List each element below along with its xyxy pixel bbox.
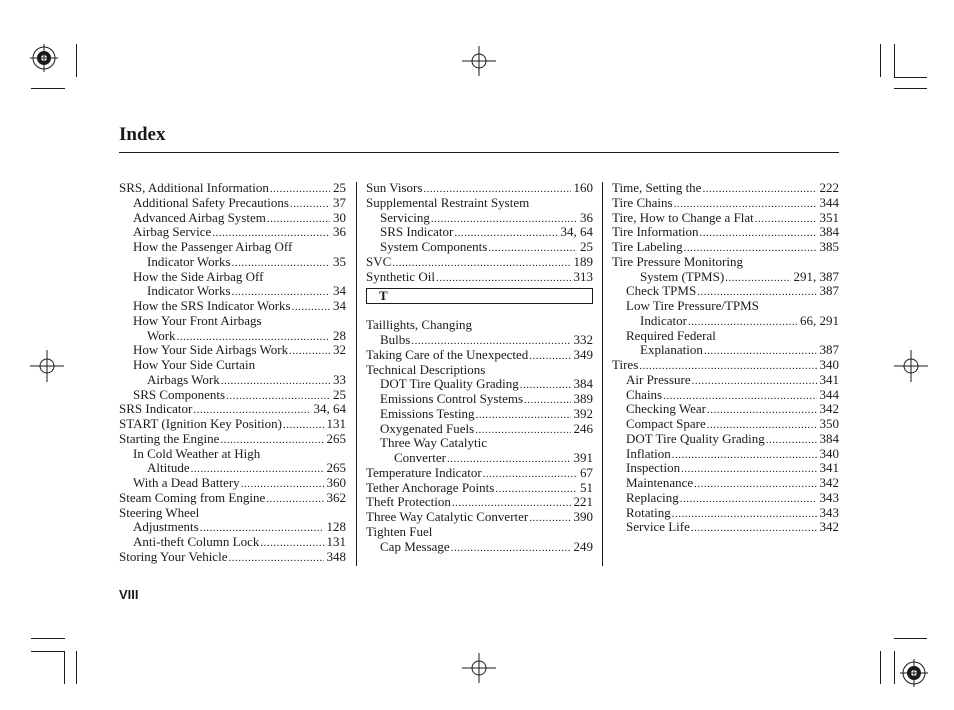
index-entry-page: 28 bbox=[333, 328, 346, 343]
index-entry-term: Additional Safety Precautions bbox=[133, 195, 289, 210]
index-entry bbox=[119, 461, 346, 476]
index-entry-page: 342 bbox=[819, 520, 839, 535]
index-entry-page: 342 bbox=[819, 476, 839, 490]
leader-dots bbox=[292, 300, 330, 314]
index-column-2 bbox=[366, 181, 593, 554]
leader-dots bbox=[725, 271, 790, 285]
leader-dots bbox=[694, 477, 816, 491]
index-entry bbox=[612, 432, 839, 447]
index-entry-page: 390 bbox=[573, 510, 593, 524]
index-entry bbox=[119, 491, 346, 506]
leader-dots bbox=[220, 433, 323, 447]
index-entry-page: 348 bbox=[326, 549, 346, 564]
index-entry bbox=[119, 196, 346, 211]
leader-dots bbox=[270, 182, 330, 196]
leader-dots bbox=[488, 241, 577, 255]
leader-dots bbox=[290, 197, 330, 211]
index-entry bbox=[366, 333, 593, 348]
index-entry bbox=[119, 329, 346, 344]
index-entry-term: SRS, Additional Information bbox=[119, 181, 269, 195]
index-entry bbox=[119, 284, 346, 299]
index-entry bbox=[612, 284, 839, 299]
index-entry bbox=[119, 225, 346, 240]
index-entry bbox=[612, 270, 839, 285]
index-entry-page: 34 bbox=[333, 299, 346, 313]
leader-dots bbox=[697, 285, 816, 299]
index-entry bbox=[612, 299, 839, 314]
index-entry-term: Servicing bbox=[380, 210, 430, 225]
index-entry-term: Oxygenated Fuels bbox=[380, 421, 475, 436]
index-entry-page: 131 bbox=[326, 535, 346, 549]
index-entry-term: Emissions Testing bbox=[380, 406, 475, 421]
index-entry-term: Replacing bbox=[626, 490, 679, 505]
index-entry-term: Rotating bbox=[626, 505, 671, 520]
index-entry-term: Indicator bbox=[640, 313, 687, 328]
index-entry bbox=[119, 535, 346, 550]
index-entry-term: Indicator Works bbox=[147, 254, 231, 269]
leader-dots bbox=[707, 418, 817, 432]
index-entry-term: How Your Front Airbags bbox=[133, 313, 262, 328]
index-entry-term: Tighten Fuel bbox=[366, 524, 433, 539]
index-entry-term: Inflation bbox=[626, 446, 671, 461]
index-entry-page: 265 bbox=[326, 431, 346, 446]
leader-dots bbox=[431, 212, 577, 226]
leader-dots bbox=[260, 536, 323, 550]
index-entry-term: Adjustments bbox=[133, 520, 199, 535]
index-entry-page: 342 bbox=[819, 402, 839, 417]
index-entry-term: Taking Care of the Unexpected bbox=[366, 347, 529, 362]
index-entry bbox=[612, 358, 839, 373]
index-entry-term: System Components bbox=[380, 240, 488, 254]
leader-dots bbox=[452, 496, 571, 510]
index-entry bbox=[612, 373, 839, 388]
leader-dots bbox=[193, 403, 310, 417]
index-entry-term: Three Way Catalytic Converter bbox=[366, 510, 529, 524]
page-title: Index bbox=[119, 124, 166, 145]
index-entry-page: 343 bbox=[819, 490, 839, 505]
leader-dots bbox=[191, 462, 324, 476]
index-entry bbox=[366, 451, 593, 466]
leader-dots bbox=[228, 551, 323, 565]
index-entry-page: 246 bbox=[573, 421, 593, 436]
column-divider bbox=[602, 182, 603, 566]
index-entry-term: Emissions Control Systems bbox=[380, 392, 524, 406]
leader-dots bbox=[663, 389, 816, 403]
leader-dots bbox=[476, 408, 571, 422]
index-entry bbox=[119, 402, 346, 417]
index-entry-term: Maintenance bbox=[626, 476, 694, 490]
leader-dots bbox=[680, 492, 817, 506]
leader-dots bbox=[483, 467, 577, 481]
leader-dots bbox=[684, 241, 817, 255]
leader-dots bbox=[454, 226, 557, 240]
index-entry-page: 160 bbox=[573, 181, 593, 195]
index-entry bbox=[119, 373, 346, 388]
index-entry-term: Bulbs bbox=[380, 333, 411, 347]
index-entry bbox=[119, 447, 346, 462]
index-entry bbox=[119, 388, 346, 403]
index-entry bbox=[119, 299, 346, 314]
index-entry-term: Tire Chains bbox=[612, 195, 673, 210]
section-letter-heading: T bbox=[366, 288, 593, 304]
index-entry-term: Theft Protection bbox=[366, 495, 451, 510]
index-entry bbox=[366, 181, 593, 196]
index-entry-term: Converter bbox=[394, 451, 446, 465]
index-entry-term: Tire, How to Change a Flat bbox=[612, 210, 754, 225]
index-entry bbox=[366, 377, 593, 392]
index-entry-page: 131 bbox=[326, 417, 346, 431]
index-entry-page: 391 bbox=[573, 451, 593, 465]
index-entry bbox=[119, 181, 346, 196]
index-entry bbox=[366, 225, 593, 240]
index-entry-term: Tire Pressure Monitoring bbox=[612, 254, 743, 269]
index-entry-page: 351 bbox=[819, 210, 839, 225]
index-entry bbox=[119, 240, 346, 255]
crosshair-right-icon bbox=[894, 350, 928, 382]
index-entry bbox=[366, 495, 593, 510]
index-column-1 bbox=[119, 181, 346, 565]
leader-dots bbox=[707, 403, 817, 417]
index-entry bbox=[366, 270, 593, 285]
index-entry bbox=[612, 447, 839, 462]
index-entry bbox=[366, 540, 593, 555]
registration-target-bottom-right-icon bbox=[900, 659, 928, 687]
index-entry-page: 384 bbox=[819, 225, 839, 240]
index-entry bbox=[612, 181, 839, 196]
index-entry-term: Sun Visors bbox=[366, 181, 423, 195]
index-entry-term: Steering Wheel bbox=[119, 505, 200, 520]
index-entry-page: 387 bbox=[819, 343, 839, 358]
index-entry-term: How the Side Airbag Off bbox=[133, 269, 264, 284]
index-entry bbox=[612, 255, 839, 270]
leader-dots bbox=[691, 521, 817, 535]
index-entry-page: 30 bbox=[333, 210, 346, 225]
title-rule bbox=[119, 152, 839, 153]
index-entry-term: Airbag Service bbox=[133, 225, 212, 240]
leader-dots bbox=[681, 462, 816, 476]
index-entry bbox=[366, 348, 593, 363]
index-entry bbox=[119, 211, 346, 226]
index-entry-term: Steam Coming from Engine bbox=[119, 490, 266, 505]
index-entry-term: Service Life bbox=[626, 520, 690, 535]
leader-dots bbox=[700, 226, 817, 240]
index-entry bbox=[119, 550, 346, 565]
index-entry-term: Three Way Catalytic bbox=[380, 436, 488, 451]
index-entry-term: Tether Anchorage Points bbox=[366, 480, 495, 495]
index-entry bbox=[119, 270, 346, 285]
index-entry-page: 128 bbox=[326, 520, 346, 535]
index-entry-term: How Your Side Airbags Work bbox=[133, 343, 289, 358]
index-entry bbox=[119, 314, 346, 329]
leader-dots bbox=[755, 212, 817, 226]
index-entry-term: Chains bbox=[626, 387, 663, 402]
leader-dots bbox=[639, 359, 816, 373]
index-entry bbox=[612, 476, 839, 491]
index-entry-page: 313 bbox=[573, 269, 593, 284]
index-entry bbox=[612, 491, 839, 506]
index-entry-term: In Cold Weather at High bbox=[133, 446, 261, 461]
index-entry-term: Supplemental Restraint System bbox=[366, 195, 530, 210]
index-entry bbox=[366, 196, 593, 211]
index-entry-term: START (Ignition Key Position) bbox=[119, 417, 282, 431]
leader-dots bbox=[436, 271, 571, 285]
index-entry bbox=[119, 506, 346, 521]
index-entry-term: SRS Indicator bbox=[380, 225, 454, 240]
index-entry-term: SRS Indicator bbox=[119, 402, 193, 417]
index-entry-term: System (TPMS) bbox=[640, 269, 725, 284]
index-entry-term: DOT Tire Quality Grading bbox=[380, 377, 519, 392]
leader-dots bbox=[529, 349, 570, 363]
index-entry-page: 36 bbox=[580, 210, 593, 225]
index-entry bbox=[119, 255, 346, 270]
index-entry-term: Required Federal bbox=[626, 328, 716, 343]
index-entry-term: Check TPMS bbox=[626, 284, 697, 299]
index-entry-page: 34, 64 bbox=[313, 402, 346, 417]
index-entry-term: How the Passenger Airbag Off bbox=[133, 240, 293, 254]
index-entry-term: Low Tire Pressure/TPMS bbox=[626, 299, 759, 313]
leader-dots bbox=[447, 452, 571, 466]
index-entry-term: Checking Wear bbox=[626, 402, 706, 417]
index-entry bbox=[612, 211, 839, 226]
index-entry-page: 25 bbox=[580, 240, 593, 254]
index-entry-term: Tire Labeling bbox=[612, 240, 683, 254]
index-entry bbox=[366, 436, 593, 451]
index-entry bbox=[366, 363, 593, 378]
index-entry-term: Advanced Airbag System bbox=[133, 210, 266, 225]
index-entry-term: Work bbox=[147, 328, 176, 343]
index-entry-page: 344 bbox=[819, 387, 839, 402]
index-entry-term: Starting the Engine bbox=[119, 431, 220, 446]
leader-dots bbox=[520, 378, 571, 392]
index-entry-term: How the SRS Indicator Works bbox=[133, 299, 291, 313]
index-entry-page: 332 bbox=[573, 333, 593, 347]
leader-dots bbox=[672, 507, 817, 521]
index-entry bbox=[612, 240, 839, 255]
index-entry-page: 221 bbox=[573, 495, 593, 510]
index-entry-term: Altitude bbox=[147, 461, 190, 476]
index-entry-term: SVC bbox=[366, 254, 392, 269]
index-entry-page: 340 bbox=[819, 358, 839, 372]
leader-dots bbox=[200, 521, 324, 535]
page-number: VIII bbox=[119, 587, 139, 602]
index-entry bbox=[119, 417, 346, 432]
index-entry-term: Temperature Indicator bbox=[366, 465, 482, 480]
leader-dots bbox=[529, 511, 570, 525]
index-entry-term: DOT Tire Quality Grading bbox=[626, 431, 765, 446]
index-entry-term: Airbags Work bbox=[147, 372, 220, 387]
index-entry-page: 37 bbox=[333, 195, 346, 210]
index-entry-page: 360 bbox=[326, 476, 346, 490]
index-entry-page: 189 bbox=[573, 254, 593, 269]
leader-dots bbox=[226, 389, 330, 403]
index-entry-page: 349 bbox=[573, 347, 593, 362]
leader-dots bbox=[692, 374, 817, 388]
leader-dots bbox=[766, 433, 817, 447]
index-entry bbox=[366, 466, 593, 481]
leader-dots bbox=[232, 256, 330, 270]
leader-dots bbox=[423, 182, 570, 196]
index-entry-page: 344 bbox=[819, 195, 839, 210]
index-entry bbox=[612, 388, 839, 403]
leader-dots bbox=[674, 197, 817, 211]
leader-dots bbox=[451, 541, 571, 555]
index-entry-page: 387 bbox=[819, 284, 839, 299]
index-entry-page: 249 bbox=[573, 539, 593, 554]
index-column-3 bbox=[612, 181, 839, 535]
index-entry bbox=[612, 461, 839, 476]
index-entry-term: Compact Spare bbox=[626, 417, 706, 431]
index-entry bbox=[612, 225, 839, 240]
leader-dots bbox=[475, 423, 570, 437]
index-entry-page: 291, 387 bbox=[793, 269, 839, 284]
index-entry-term: Taillights, Changing bbox=[366, 318, 472, 333]
index-entry-page: 341 bbox=[819, 461, 839, 476]
index-entry-page: 385 bbox=[819, 240, 839, 254]
leader-dots bbox=[688, 315, 797, 329]
index-entry-page: 36 bbox=[333, 225, 346, 240]
index-entry-page: 34 bbox=[333, 284, 346, 299]
index-entry bbox=[119, 432, 346, 447]
index-entry bbox=[366, 318, 593, 333]
column-divider bbox=[356, 182, 357, 566]
index-entry-term: Explanation bbox=[640, 343, 703, 358]
index-entry-term: Indicator Works bbox=[147, 284, 231, 299]
index-entry bbox=[612, 196, 839, 211]
index-entry-page: 392 bbox=[573, 406, 593, 421]
index-entry bbox=[612, 506, 839, 521]
leader-dots bbox=[524, 393, 570, 407]
leader-dots bbox=[392, 256, 570, 270]
index-entry bbox=[366, 510, 593, 525]
index-entry bbox=[366, 392, 593, 407]
index-entry bbox=[366, 407, 593, 422]
index-entry-page: 51 bbox=[580, 480, 593, 495]
leader-dots bbox=[283, 418, 324, 432]
leader-dots bbox=[704, 344, 817, 358]
index-entry-term: Technical Descriptions bbox=[366, 362, 486, 377]
leader-dots bbox=[221, 374, 330, 388]
index-entry bbox=[119, 343, 346, 358]
index-entry-term: Time, Setting the bbox=[612, 181, 702, 195]
index-entry-page: 343 bbox=[819, 505, 839, 520]
index-entry-term: Tires bbox=[612, 358, 639, 372]
index-entry bbox=[612, 329, 839, 344]
index-entry-page: 25 bbox=[333, 181, 346, 195]
index-entry-term: Synthetic Oil bbox=[366, 269, 435, 284]
index-entry bbox=[612, 520, 839, 535]
leader-dots bbox=[495, 482, 577, 496]
index-entry-page: 384 bbox=[573, 377, 593, 392]
index-entry-page: 34, 64 bbox=[560, 225, 593, 240]
index-entry-term: SRS Components bbox=[133, 387, 226, 402]
index-entry bbox=[366, 240, 593, 255]
leader-dots bbox=[177, 330, 330, 344]
index-entry-page: 362 bbox=[326, 490, 346, 505]
index-entry-page: 33 bbox=[333, 372, 346, 387]
index-entry-page: 384 bbox=[819, 431, 839, 446]
crosshair-bottom-icon bbox=[462, 653, 496, 683]
crosshair-top-icon bbox=[462, 46, 496, 76]
index-entry-term: How Your Side Curtain bbox=[133, 358, 256, 372]
index-entry bbox=[366, 211, 593, 226]
index-entry-page: 222 bbox=[819, 181, 839, 195]
index-entry bbox=[612, 402, 839, 417]
index-entry bbox=[119, 358, 346, 373]
index-entry-page: 389 bbox=[573, 392, 593, 406]
leader-dots bbox=[411, 334, 570, 348]
index-entry-page: 265 bbox=[326, 461, 346, 476]
index-entry bbox=[366, 525, 593, 540]
index-entry bbox=[119, 520, 346, 535]
index-entry-page: 340 bbox=[819, 446, 839, 461]
index-entry-term: Air Pressure bbox=[626, 372, 691, 387]
index-entry-term: Cap Message bbox=[380, 539, 450, 554]
index-entry-page: 341 bbox=[819, 372, 839, 387]
leader-dots bbox=[289, 344, 330, 358]
index-entry bbox=[612, 314, 839, 329]
index-entry-term: Tire Information bbox=[612, 225, 699, 240]
index-entry bbox=[119, 476, 346, 491]
index-entry-term: Storing Your Vehicle bbox=[119, 549, 228, 564]
leader-dots bbox=[232, 285, 330, 299]
index-entry bbox=[366, 422, 593, 437]
index-entry-page: 32 bbox=[333, 343, 346, 358]
index-entry bbox=[366, 255, 593, 270]
index-entry-term: With a Dead Battery bbox=[133, 476, 240, 490]
leader-dots bbox=[702, 182, 816, 196]
index-entry bbox=[612, 417, 839, 432]
leader-dots bbox=[267, 212, 330, 226]
leader-dots bbox=[672, 448, 817, 462]
registration-target-top-left-icon bbox=[30, 44, 58, 72]
crosshair-left-icon bbox=[30, 350, 64, 382]
index-entry-page: 350 bbox=[819, 417, 839, 431]
leader-dots bbox=[266, 492, 323, 506]
leader-dots bbox=[241, 477, 324, 491]
leader-dots bbox=[212, 226, 330, 240]
index-entry-page: 66, 291 bbox=[800, 313, 839, 328]
index-entry bbox=[366, 481, 593, 496]
index-entry-page: 25 bbox=[333, 387, 346, 402]
index-entry-term: Inspection bbox=[626, 461, 681, 476]
index-entry bbox=[612, 343, 839, 358]
index-entry-page: 35 bbox=[333, 254, 346, 269]
index-entry-page: 67 bbox=[580, 465, 593, 480]
index-entry-term: Anti-theft Column Lock bbox=[133, 535, 260, 549]
